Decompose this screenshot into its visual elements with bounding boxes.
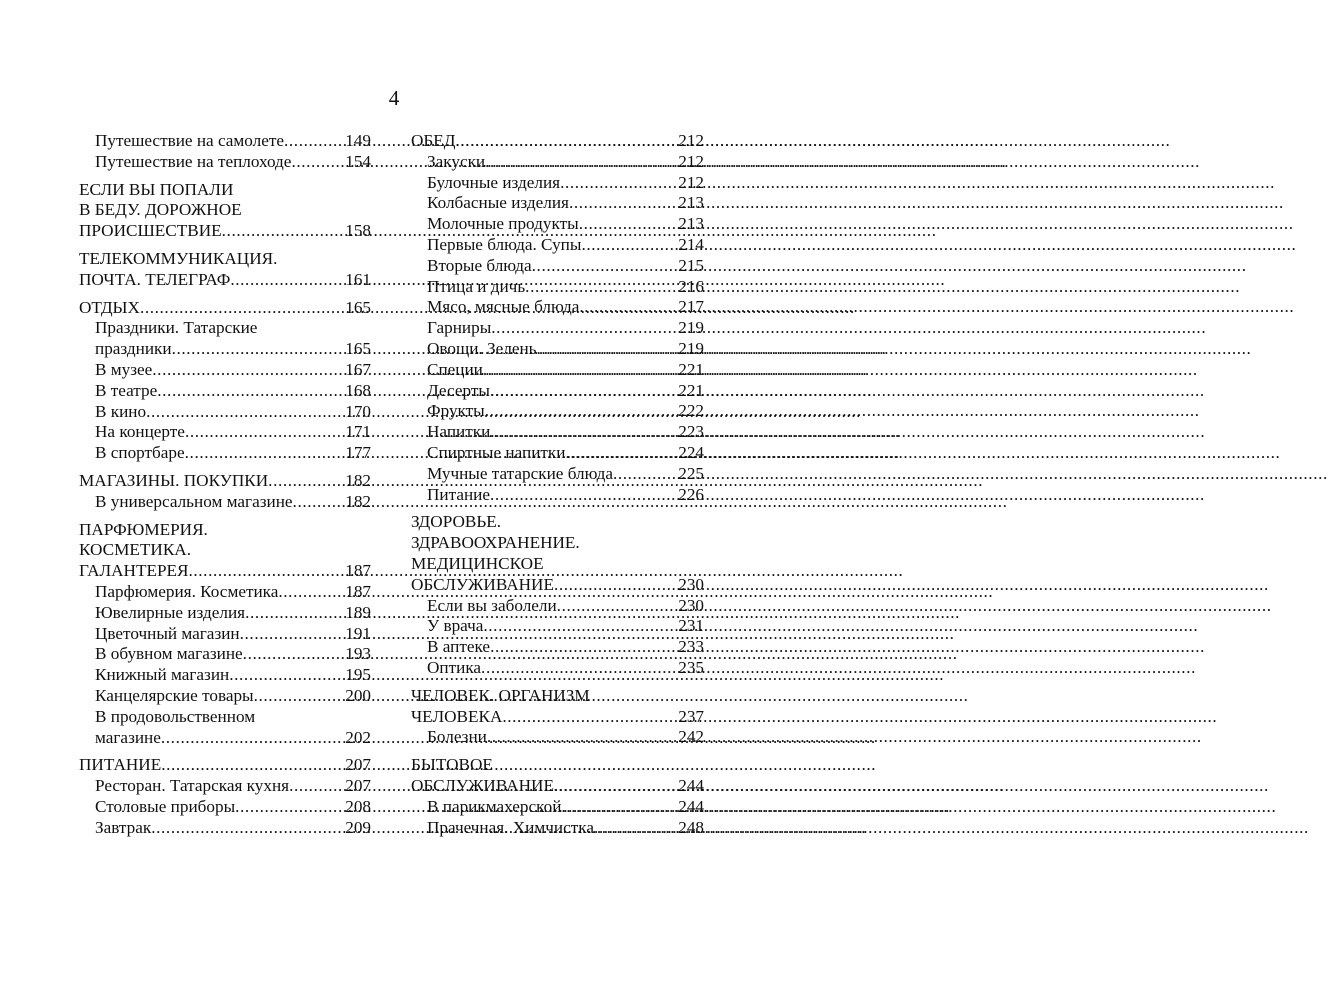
dot-leader (151, 818, 345, 839)
toc-entry-title: магазине (95, 727, 161, 747)
toc-subentry[interactable] (411, 256, 704, 277)
toc-subentry[interactable] (411, 797, 704, 818)
toc-chapter[interactable] (411, 686, 704, 728)
toc-page-number: 212 (678, 131, 704, 150)
toc-section (411, 512, 704, 678)
toc-chapter[interactable] (79, 471, 371, 492)
dot-leader (594, 818, 678, 839)
dot-leader (490, 637, 678, 658)
toc-entry-title: Цветочный магазин (95, 623, 240, 643)
toc-page-number: 219 (678, 318, 704, 338)
toc-column-right (411, 131, 704, 845)
toc-subentry[interactable] (79, 318, 371, 360)
toc-entry-title: Оптика (427, 657, 482, 677)
toc-entry-title: Фрукты (427, 401, 485, 421)
dot-leader (554, 575, 678, 596)
toc-subentry[interactable] (411, 193, 704, 214)
toc-subentry[interactable] (411, 727, 704, 748)
toc-entry-title: Завтрак (95, 817, 152, 837)
toc-entry-title: У врача (427, 616, 484, 636)
dot-leader (491, 318, 678, 339)
dot-leader (456, 131, 679, 152)
toc-entry-title: ЧЕЛОВЕК. ОРГАНИЗМ (411, 685, 590, 705)
dot-leader (243, 644, 346, 665)
toc-page-number: 235 (678, 657, 704, 677)
dot-leader (554, 776, 678, 797)
dot-leader (293, 492, 346, 513)
toc-page-number: 187 (345, 581, 371, 601)
dot-leader (284, 131, 345, 152)
toc-page-number: 219 (678, 338, 704, 358)
toc-entry-title: Специи (427, 359, 483, 379)
dot-leader (490, 485, 678, 506)
toc-subentry[interactable] (79, 360, 371, 381)
toc-entry-title: В кино (95, 401, 147, 421)
toc-entry-title: Прачечная. Химчистка (427, 817, 594, 837)
toc-subentry[interactable] (79, 582, 371, 603)
toc-subentry[interactable] (411, 360, 704, 381)
toc-section (79, 298, 371, 464)
toc-section (79, 755, 371, 838)
toc-entry-title: ОБСЛУЖИВАНИЕ (411, 574, 554, 594)
toc-subentry[interactable] (411, 235, 704, 256)
toc-subentry[interactable] (79, 665, 371, 686)
toc-page-number: 202 (345, 727, 371, 747)
dot-leader (581, 235, 678, 256)
toc-entry-title: ОБЕД (411, 131, 456, 150)
toc-entry-title: ПРОИСШЕСТВИЕ (79, 221, 222, 241)
dot-leader (481, 658, 678, 679)
dot-leader (613, 464, 678, 485)
toc-subentry[interactable] (411, 596, 704, 617)
dot-leader (487, 727, 678, 748)
dot-leader (289, 776, 345, 797)
toc-entry-title: Первые блюда. Супы (427, 234, 582, 254)
dot-leader (185, 443, 346, 464)
toc-entry-title: Ювелирные изделия (95, 602, 246, 622)
dot-leader (557, 596, 679, 617)
toc-page-number: 177 (345, 443, 371, 463)
dot-leader (245, 603, 345, 624)
toc-page-number: 195 (345, 665, 371, 685)
toc-page-number: 212 (678, 151, 704, 171)
toc-section (79, 131, 371, 173)
toc-page-number: 221 (678, 359, 704, 379)
dot-leader (268, 471, 345, 492)
dot-leader (152, 360, 345, 381)
dot-leader (483, 616, 678, 637)
toc-entry-title: ЧЕЛОВЕКА (411, 706, 503, 726)
toc-page-number: 223 (678, 422, 704, 442)
dot-leader (485, 401, 678, 422)
toc-page-number: 209 (345, 817, 371, 837)
toc-chapter[interactable] (411, 131, 704, 152)
toc-entry-title: Канцелярские товары (95, 685, 254, 705)
toc-entry-title: Гарниры (427, 318, 492, 338)
toc-page-number: 230 (678, 595, 704, 615)
toc-page-number: 168 (345, 380, 371, 400)
toc-page-number: 225 (678, 463, 704, 483)
toc-page-number: 161 (345, 269, 371, 289)
toc-page-number: 233 (678, 637, 704, 657)
toc-entry-title: Путешествие на самолете (95, 131, 284, 150)
toc-entry-title: ПОЧТА. ТЕЛЕГРАФ (79, 269, 231, 289)
toc-subentry[interactable] (411, 818, 704, 839)
toc-entry-title: БЫТОВОЕ (411, 755, 493, 775)
toc-entry-title: В БЕДУ. ДОРОЖНОЕ (79, 200, 242, 220)
toc-page-number: 165 (345, 297, 371, 317)
toc-page-number: 149 (345, 131, 371, 150)
toc-entry-title: В парикмахерской (427, 796, 562, 816)
toc-page-number: 170 (345, 401, 371, 421)
toc-section (79, 249, 371, 291)
toc-page-number: 193 (345, 644, 371, 664)
dot-leader (485, 152, 678, 173)
toc-entry-title: Мучные татарские блюда (427, 463, 613, 483)
toc-entry-title: ЗДОРОВЬЕ. (411, 512, 502, 532)
toc-chapter[interactable] (79, 520, 371, 582)
toc-subentry[interactable] (411, 381, 704, 402)
toc-chapter[interactable] (79, 249, 371, 291)
toc-entry-title: праздники (95, 339, 172, 359)
dot-leader (565, 443, 678, 464)
toc-page-number: 208 (345, 796, 371, 816)
toc-subentry[interactable] (79, 381, 371, 402)
toc-entry-title: В аптеке (427, 637, 491, 657)
toc-entry-title: ТЕЛЕКОММУНИКАЦИЯ. (79, 248, 278, 268)
toc-entry-title: Молочные продукты (427, 214, 579, 234)
dot-leader (525, 277, 678, 298)
toc-subentry[interactable] (79, 422, 371, 443)
toc-subentry[interactable] (79, 443, 371, 464)
toc-entry-title: Питание (427, 484, 490, 504)
toc-entry-title: Если вы заболели (427, 595, 557, 615)
dot-leader (222, 221, 346, 242)
toc-page-number: 213 (678, 193, 704, 213)
toc-page-number: 213 (678, 214, 704, 234)
toc-subentry[interactable] (411, 464, 704, 485)
toc-subentry[interactable] (411, 173, 704, 194)
toc-entry-title: Путешествие на теплоходе (95, 151, 292, 171)
toc-subentry[interactable] (411, 318, 704, 339)
toc-page-number: 165 (345, 339, 371, 359)
toc-subentry[interactable] (411, 152, 704, 173)
toc-subentry[interactable] (79, 152, 371, 173)
toc-page-number: 242 (678, 727, 704, 747)
dot-leader (579, 297, 678, 318)
toc-page-number: 154 (345, 151, 371, 171)
toc-page-number: 182 (345, 470, 371, 490)
toc-section (79, 471, 371, 513)
dot-leader (502, 707, 678, 728)
toc-section (411, 755, 704, 838)
toc-entry-title: ПИТАНИЕ (79, 755, 162, 775)
toc-entry-title: На концерте (95, 422, 185, 442)
toc-subentry[interactable] (411, 401, 704, 422)
toc-entry-title: В театре (95, 380, 158, 400)
toc-page-number: 158 (345, 221, 371, 241)
dot-leader (229, 665, 345, 686)
dot-leader (291, 152, 345, 173)
toc-page-number: 189 (345, 602, 371, 622)
dot-leader (146, 402, 345, 423)
toc-subentry[interactable] (79, 624, 371, 645)
dot-leader (532, 256, 679, 277)
toc-entry-title: МАГАЗИНЫ. ПОКУПКИ (79, 470, 269, 490)
toc-entry-title: ГАЛАНТЕРЕЯ (79, 561, 189, 581)
toc-page-number: 207 (345, 776, 371, 796)
dot-leader (185, 422, 345, 443)
toc-chapter[interactable] (79, 180, 371, 242)
toc-entry-title: ОТДЫХ (79, 297, 140, 317)
toc-subentry[interactable] (411, 214, 704, 235)
toc-entry-title: В универсальном магазине (95, 491, 293, 511)
toc-entry-title: ЗДРАВООХРАНЕНИЕ. (411, 533, 580, 553)
toc-subentry[interactable] (79, 797, 371, 818)
toc-entry-title: В музее (95, 359, 153, 379)
toc-page-number: 215 (678, 255, 704, 275)
toc-page-number: 200 (345, 685, 371, 705)
dot-leader (278, 582, 345, 603)
toc-entry-title: Колбасные изделия (427, 193, 569, 213)
toc-section (411, 131, 704, 505)
toc-subentry[interactable] (411, 443, 704, 464)
toc-subentry[interactable] (79, 818, 371, 839)
toc-page-number: 224 (678, 442, 704, 462)
toc-page-number: 167 (345, 359, 371, 379)
toc-section (411, 686, 704, 748)
dot-leader (161, 728, 345, 749)
toc-page-number: 231 (678, 616, 704, 636)
toc-subentry[interactable] (411, 658, 704, 679)
toc-page-number: 187 (345, 561, 371, 581)
toc-page-number: 244 (678, 796, 704, 816)
dot-leader (230, 270, 345, 291)
dot-leader (483, 360, 678, 381)
toc-entry-title: В обувном магазине (95, 644, 243, 664)
toc-chapter[interactable] (411, 512, 704, 595)
toc-subentry[interactable] (411, 422, 704, 443)
toc-page-number: 216 (678, 276, 704, 296)
toc-page-number: 230 (678, 574, 704, 594)
toc-entry-title: Столовые приборы (95, 796, 236, 816)
page-number: 4 (388, 86, 400, 110)
toc-entry-title: Булочные изделия (427, 172, 561, 192)
toc-section (79, 520, 371, 749)
toc-subentry[interactable] (411, 277, 704, 298)
toc-entry-title: Ресторан. Татарская кухня (95, 776, 290, 796)
toc-page-number: 212 (678, 172, 704, 192)
toc-entry-title: МЕДИЦИНСКОЕ (411, 553, 544, 573)
toc-page-number: 221 (678, 380, 704, 400)
toc-subentry[interactable] (411, 339, 704, 360)
toc-page-number: 222 (678, 401, 704, 421)
toc-entry-title: В продовольственном (95, 706, 256, 726)
toc-chapter[interactable] (411, 755, 704, 797)
toc-subentry[interactable] (79, 644, 371, 665)
toc-page-number: 207 (345, 755, 371, 775)
toc-entry-title: ПАРФЮМЕРИЯ. (79, 519, 208, 539)
dot-leader (537, 339, 679, 360)
toc-entry-title: Закуски (427, 151, 486, 171)
toc-subentry[interactable] (79, 492, 371, 513)
dot-leader (172, 339, 346, 360)
toc-entry-title: Книжный магазин (95, 665, 230, 685)
dot-leader (490, 422, 678, 443)
toc-entry-title: В спортбаре (95, 443, 185, 463)
toc-chapter[interactable] (79, 755, 371, 776)
dot-leader (140, 298, 345, 319)
toc-entry-title: Спиртные напитки (427, 442, 566, 462)
toc-entry-title: Болезни (427, 727, 487, 747)
dot-leader (235, 797, 345, 818)
toc-subentry[interactable] (411, 297, 704, 318)
toc-subentry[interactable] (79, 686, 371, 707)
toc-entry-title: Птица и дичь (427, 276, 526, 296)
toc-page-number: 214 (678, 234, 704, 254)
toc-entry-title: Десерты (427, 380, 490, 400)
toc-entry-title: Парфюмерия. Косметика (95, 581, 279, 601)
dot-leader (569, 193, 678, 214)
dot-leader (240, 624, 346, 645)
toc-entry-title: ОБСЛУЖИВАНИЕ (411, 775, 554, 795)
toc-entry-title: ЕСЛИ ВЫ ПОПАЛИ (79, 179, 234, 199)
toc-page-number: 217 (678, 297, 704, 317)
toc-entry-title: Напитки (427, 422, 491, 442)
toc-entry-title: Овощи. Зелень (427, 338, 537, 358)
dot-leader (579, 214, 679, 235)
toc-entry-title: Праздники. Татарские (95, 318, 258, 338)
toc-page-number: 226 (678, 484, 704, 504)
dot-leader (157, 381, 345, 402)
toc-entry-title: Вторые блюда (427, 255, 532, 275)
toc-subentry[interactable] (411, 485, 704, 506)
toc-page-number: 191 (345, 623, 371, 643)
toc-subentry[interactable] (79, 707, 371, 749)
toc-page-number: 182 (345, 491, 371, 511)
toc-chapter[interactable] (79, 298, 371, 319)
toc-subentry[interactable] (79, 603, 371, 624)
dot-leader (490, 381, 678, 402)
toc-page-number: 248 (678, 817, 704, 837)
toc-subentry[interactable] (79, 131, 371, 152)
toc-subentry[interactable] (79, 402, 371, 423)
toc-page-number: 237 (678, 706, 704, 726)
toc-entry-title: Мясо, мясные блюда (427, 297, 580, 317)
toc-subentry[interactable] (79, 776, 371, 797)
toc-entry-title: КОСМЕТИКА. (79, 540, 191, 560)
dot-leader (188, 561, 345, 582)
toc-page-number: 244 (678, 775, 704, 795)
dot-leader (561, 797, 678, 818)
toc-column-left (79, 131, 371, 846)
toc-section (79, 180, 371, 242)
dot-leader (560, 173, 678, 194)
dot-leader (161, 755, 345, 776)
toc-subentry[interactable] (411, 616, 704, 637)
toc-subentry[interactable] (411, 637, 704, 658)
dot-leader (254, 686, 346, 707)
toc-page-number: 171 (345, 422, 371, 442)
